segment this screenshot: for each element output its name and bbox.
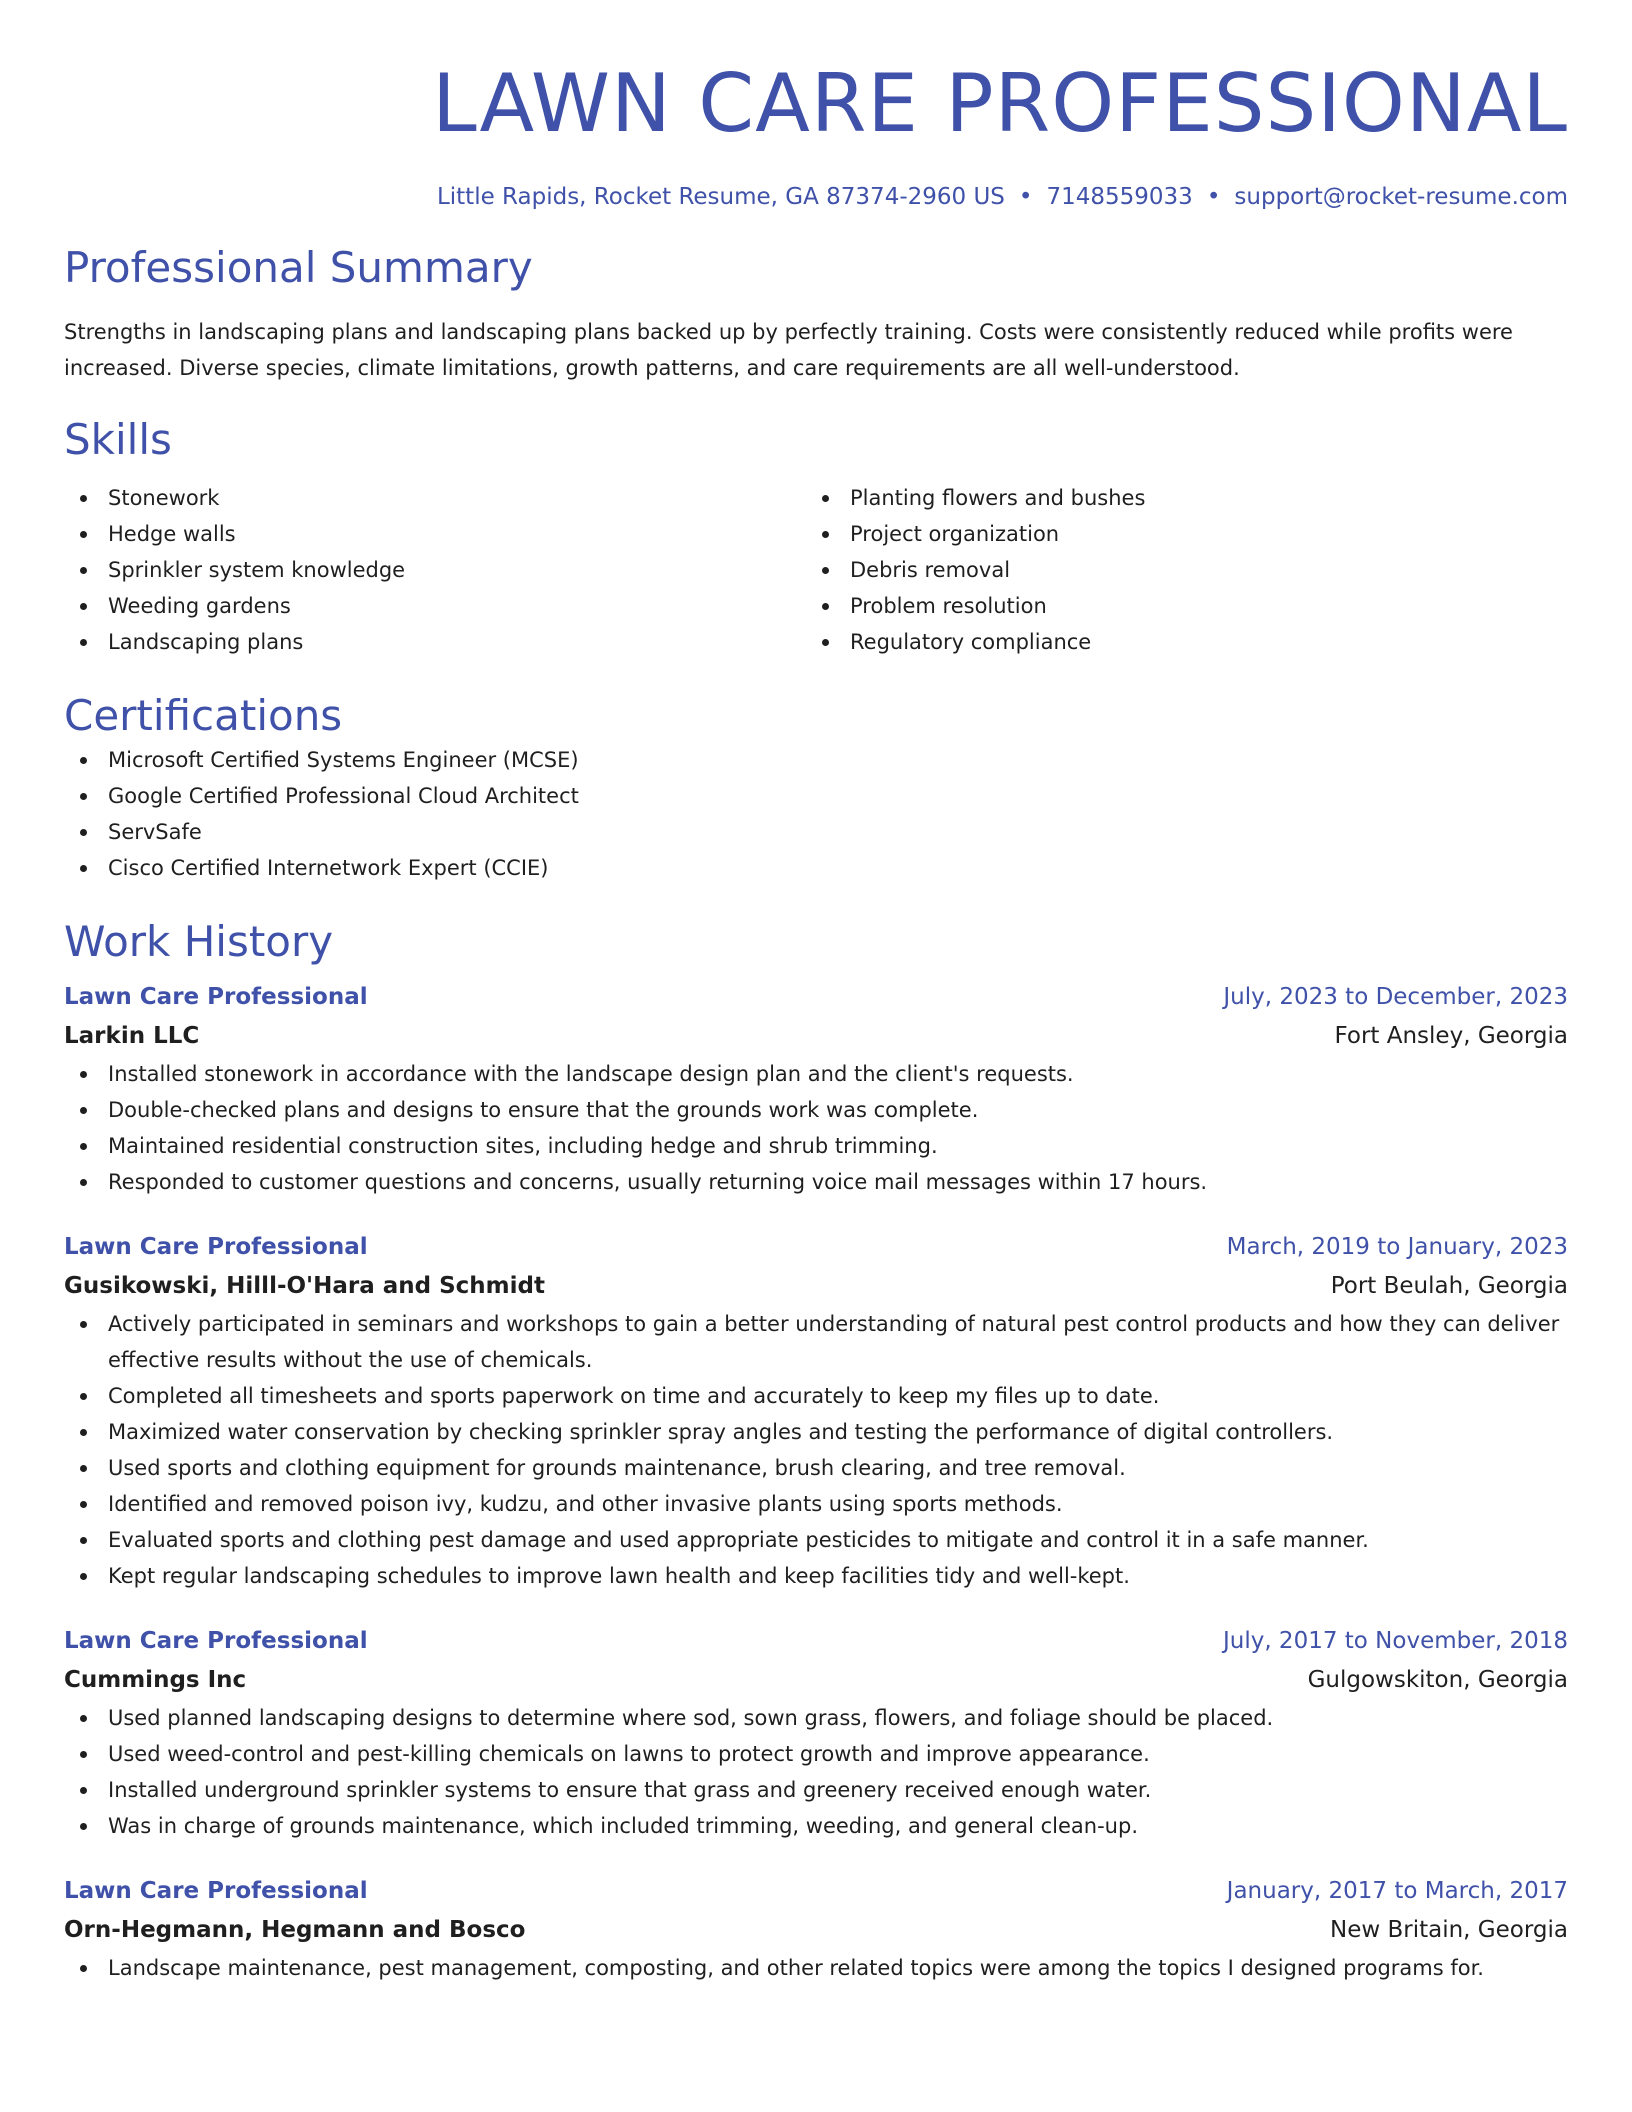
job-entry: [64, 1228, 1568, 1594]
job-duty: Responded to customer questions and concerns, usually returning voice mail messages within 17 hours.: [64, 1164, 1568, 1200]
contact-email[interactable]: support@rocket-resume.com: [1234, 184, 1568, 210]
skills-list-right: [806, 480, 1548, 660]
job-company-row: [64, 1016, 1568, 1056]
job-company: Orn-Hegmann, Hegmann and Bosco: [64, 1917, 526, 1943]
work-history-heading: Work History: [64, 917, 334, 966]
job-title-row: [64, 1622, 1568, 1660]
job-duty: Actively participated in seminars and workshops to gain a better understanding of natural pest control products and how they can deliver effective results without the use of chemicals.: [64, 1306, 1568, 1378]
job-duty: Used sports and clothing equipment for grounds maintenance, brush clearing, and tree removal.: [64, 1450, 1568, 1486]
job-duty: Used planned landscaping designs to determine where sod, sown grass, flowers, and foliage should be placed.: [64, 1700, 1568, 1736]
certifications-heading: Certifications: [64, 691, 343, 740]
job-duty: Identified and removed poison ivy, kudzu, and other invasive plants using sports methods.: [64, 1486, 1568, 1522]
skill-item: Regulatory compliance: [806, 624, 1548, 660]
job-dates: March, 2019 to January, 2023: [1226, 1234, 1568, 1260]
summary-section: [64, 242, 1568, 386]
contact-line: [64, 184, 1568, 210]
skills-column-right: [806, 480, 1548, 660]
job-duties-list: [64, 1056, 1568, 1200]
certifications-section: [64, 690, 1568, 886]
job-duty: Maintained residential construction sites, including hedge and shrub trimming.: [64, 1128, 1568, 1164]
summary-heading: Professional Summary: [64, 243, 533, 292]
contact-separator: •: [1018, 184, 1033, 210]
skill-item: Planting flowers and bushes: [806, 480, 1548, 516]
certification-item: Google Certified Professional Cloud Architect: [64, 778, 1568, 814]
job-duties-list: [64, 1700, 1568, 1844]
job-duty: Used weed-control and pest-killing chemicals on lawns to protect growth and improve appearance.: [64, 1736, 1568, 1772]
job-title: Lawn Care Professional: [64, 1628, 368, 1654]
certifications-list: [64, 742, 1568, 886]
job-entry: [64, 978, 1568, 1200]
work-history-section: [64, 916, 1568, 1986]
skill-item: Project organization: [806, 516, 1548, 552]
job-duty: Evaluated sports and clothing pest damage and used appropriate pesticides to mitigate and control it in a safe manner.: [64, 1522, 1568, 1558]
skill-item: Weeding gardens: [64, 588, 806, 624]
skill-item: Problem resolution: [806, 588, 1548, 624]
skill-item: Sprinkler system knowledge: [64, 552, 806, 588]
job-title: Lawn Care Professional: [64, 1234, 368, 1260]
certification-item: Microsoft Certified Systems Engineer (MCSE): [64, 742, 1568, 778]
job-entry: [64, 1872, 1568, 1986]
job-duty: Landscape maintenance, pest management, composting, and other related topics were among the topics I designed programs for.: [64, 1950, 1568, 1986]
job-title-row: [64, 1872, 1568, 1910]
job-company: Larkin LLC: [64, 1023, 200, 1049]
skills-column-left: [64, 480, 806, 660]
job-title-row: [64, 1228, 1568, 1266]
job-duty: Completed all timesheets and sports paperwork on time and accurately to keep my files up to date.: [64, 1378, 1568, 1414]
skills-section: [64, 414, 1568, 660]
job-company: Gusikowski, Hilll-O'Hara and Schmidt: [64, 1273, 545, 1299]
job-duty: Was in charge of grounds maintenance, which included trimming, weeding, and general clean-up.: [64, 1808, 1568, 1844]
job-dates: January, 2017 to March, 2017: [1226, 1878, 1568, 1904]
job-company-row: [64, 1660, 1568, 1700]
skill-item: Stonework: [64, 480, 806, 516]
job-title: Lawn Care Professional: [64, 984, 368, 1010]
resume-header: [64, 56, 1568, 210]
summary-text: Strengths in landscaping plans and landscaping plans backed up by perfectly training. Costs were consistently reduced while profits were increased. Diverse species, climate limitations, growth patterns, and care requirements are all well-understood.: [64, 320, 1513, 380]
job-duty: Double-checked plans and designs to ensure that the grounds work was complete.: [64, 1092, 1568, 1128]
job-company-row: [64, 1266, 1568, 1306]
certification-item: Cisco Certified Internetwork Expert (CCIE): [64, 850, 1568, 886]
job-duties-list: [64, 1306, 1568, 1594]
job-dates: July, 2017 to November, 2018: [1222, 1628, 1568, 1654]
skill-item: Debris removal: [806, 552, 1548, 588]
skills-list-left: [64, 480, 806, 660]
skills-grid: [64, 480, 1568, 660]
job-title: Lawn Care Professional: [64, 1878, 368, 1904]
contact-address: Little Rapids, Rocket Resume, GA 87374-2960 US: [436, 184, 1005, 210]
skills-heading: Skills: [64, 415, 172, 464]
job-duties-list: [64, 1950, 1568, 1986]
skill-item: Hedge walls: [64, 516, 806, 552]
contact-separator: •: [1206, 184, 1221, 210]
job-duty: Installed stonework in accordance with the landscape design plan and the client's requests.: [64, 1056, 1568, 1092]
skill-item: Landscaping plans: [64, 624, 806, 660]
certification-item: ServSafe: [64, 814, 1568, 850]
job-dates: July, 2023 to December, 2023: [1223, 984, 1568, 1010]
job-duty: Maximized water conservation by checking sprinkler spray angles and testing the performance of digital controllers.: [64, 1414, 1568, 1450]
job-company: Cummings Inc: [64, 1667, 247, 1693]
job-company-row: [64, 1910, 1568, 1950]
job-location: Gulgowskiton, Georgia: [1307, 1667, 1568, 1693]
contact-phone: 7148559033: [1046, 184, 1193, 210]
job-duty: Installed underground sprinkler systems to ensure that grass and greenery received enough water.: [64, 1772, 1568, 1808]
job-location: Fort Ansley, Georgia: [1334, 1023, 1568, 1049]
job-location: Port Beulah, Georgia: [1330, 1273, 1568, 1299]
job-location: New Britain, Georgia: [1330, 1917, 1568, 1943]
job-duty: Kept regular landscaping schedules to improve lawn health and keep facilities tidy and well-kept.: [64, 1558, 1568, 1594]
job-entry: [64, 1622, 1568, 1844]
candidate-name: LAWN CARE PROFESSIONAL: [432, 57, 1568, 150]
job-title-row: [64, 978, 1568, 1016]
